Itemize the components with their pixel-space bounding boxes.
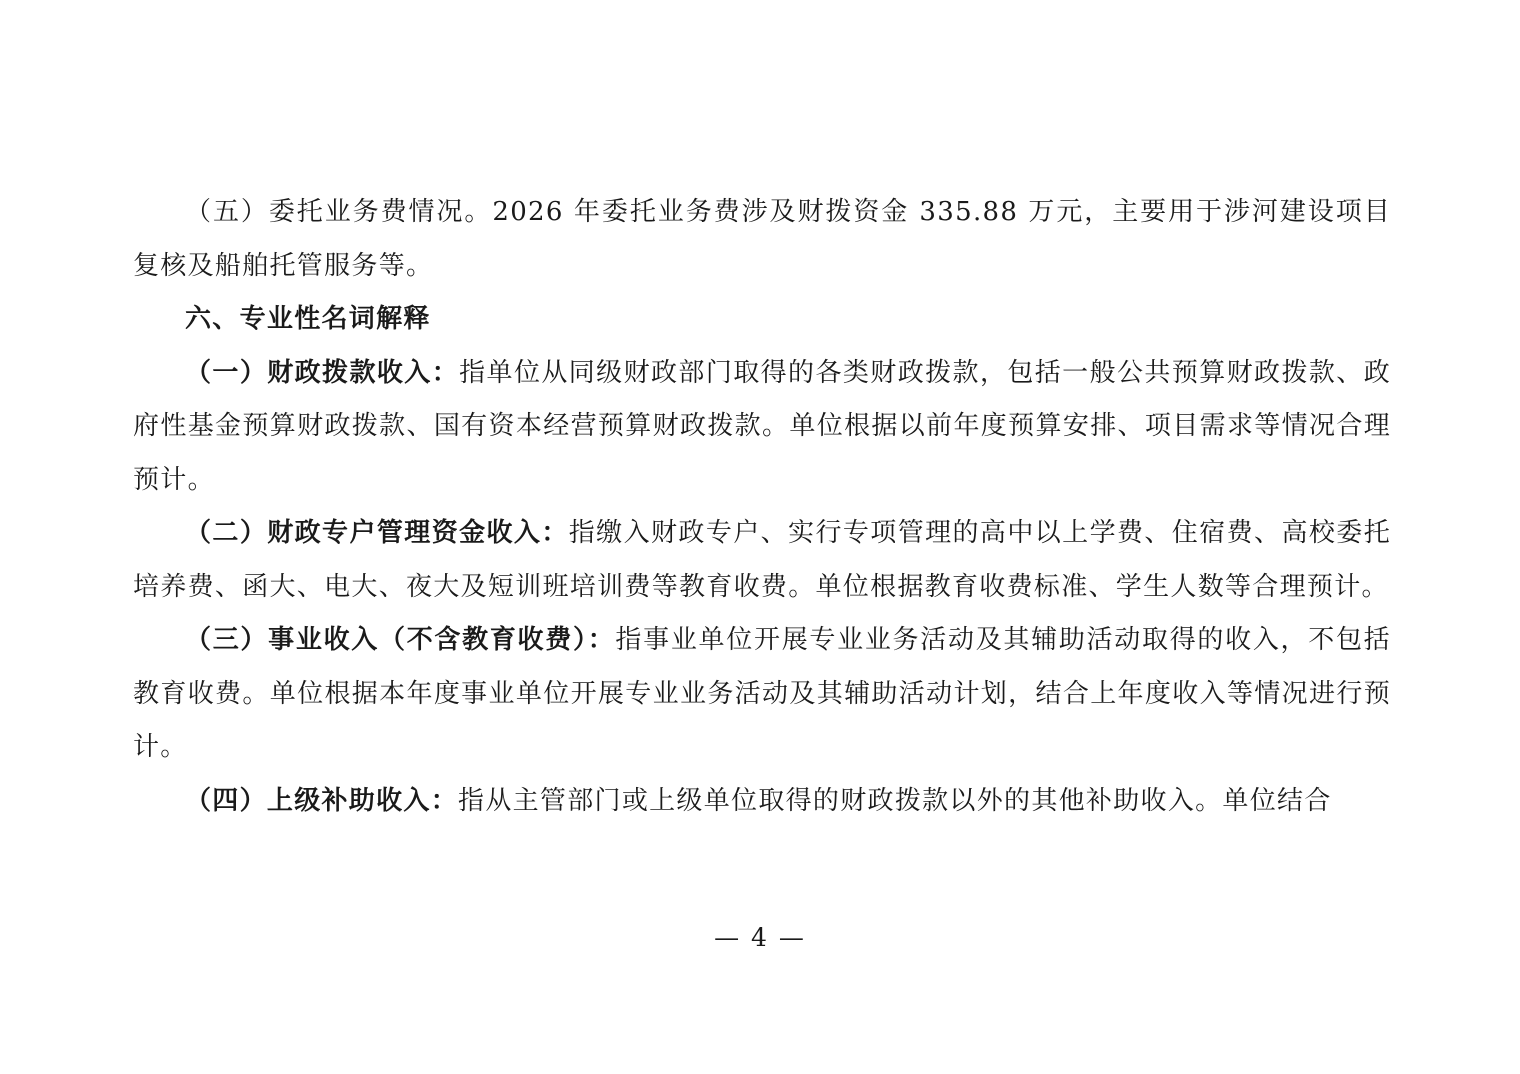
paragraph-text: 2026 年委托业务费涉及财拨资金 335.88 万元，主要用于涉河建设项目复核及船舶托管服务等。: [133, 197, 1391, 281]
term-title: （一）财政拨款收入：: [185, 357, 460, 388]
term-title: （二）财政专户管理资金收入：: [185, 518, 569, 548]
term-title: （四）上级补助收入：: [185, 785, 459, 816]
term-special-account-fund-income: [133, 507, 1391, 614]
term-definition: 指单位从同级财政部门取得的各类财政拨款，包括一般公共预算财政拨款、政府性基金预算财政拨款、国有资本经营预算财政拨款。单位根据以前年度预算安排、项目需求等情况合理预计。: [133, 357, 1391, 495]
paragraph-entrusted-business-fee: [133, 186, 1391, 293]
term-business-income: [133, 614, 1391, 775]
page-body: [133, 186, 1391, 828]
term-definition: 指从主管部门或上级单位取得的财政拨款以外的其他补助收入。单位结合: [458, 785, 1332, 816]
term-definition: 指缴入财政专户、实行专项管理的高中以上学费、住宿费、高校委托培养费、函大、电大、夜大及短训班培训费等教育收费。单位根据教育收费标准、学生人数等合理预计。: [133, 518, 1391, 602]
page-number: — 4 —: [714, 923, 806, 952]
term-superior-subsidy-income: [133, 775, 1391, 829]
paragraph-lead: （五）委托业务费情况。: [185, 197, 493, 227]
term-fiscal-appropriation-income: [133, 347, 1391, 508]
term-definition: 指事业单位开展专业业务活动及其辅助活动取得的收入，不包括教育收费。单位根据本年度事业单位开展专业业务活动及其辅助活动计划，结合上年度收入等情况进行预计。: [133, 625, 1391, 762]
section-heading: 六、专业性名词解释: [185, 304, 431, 334]
term-title: （三）事业收入（不含教育收费）：: [185, 625, 616, 655]
